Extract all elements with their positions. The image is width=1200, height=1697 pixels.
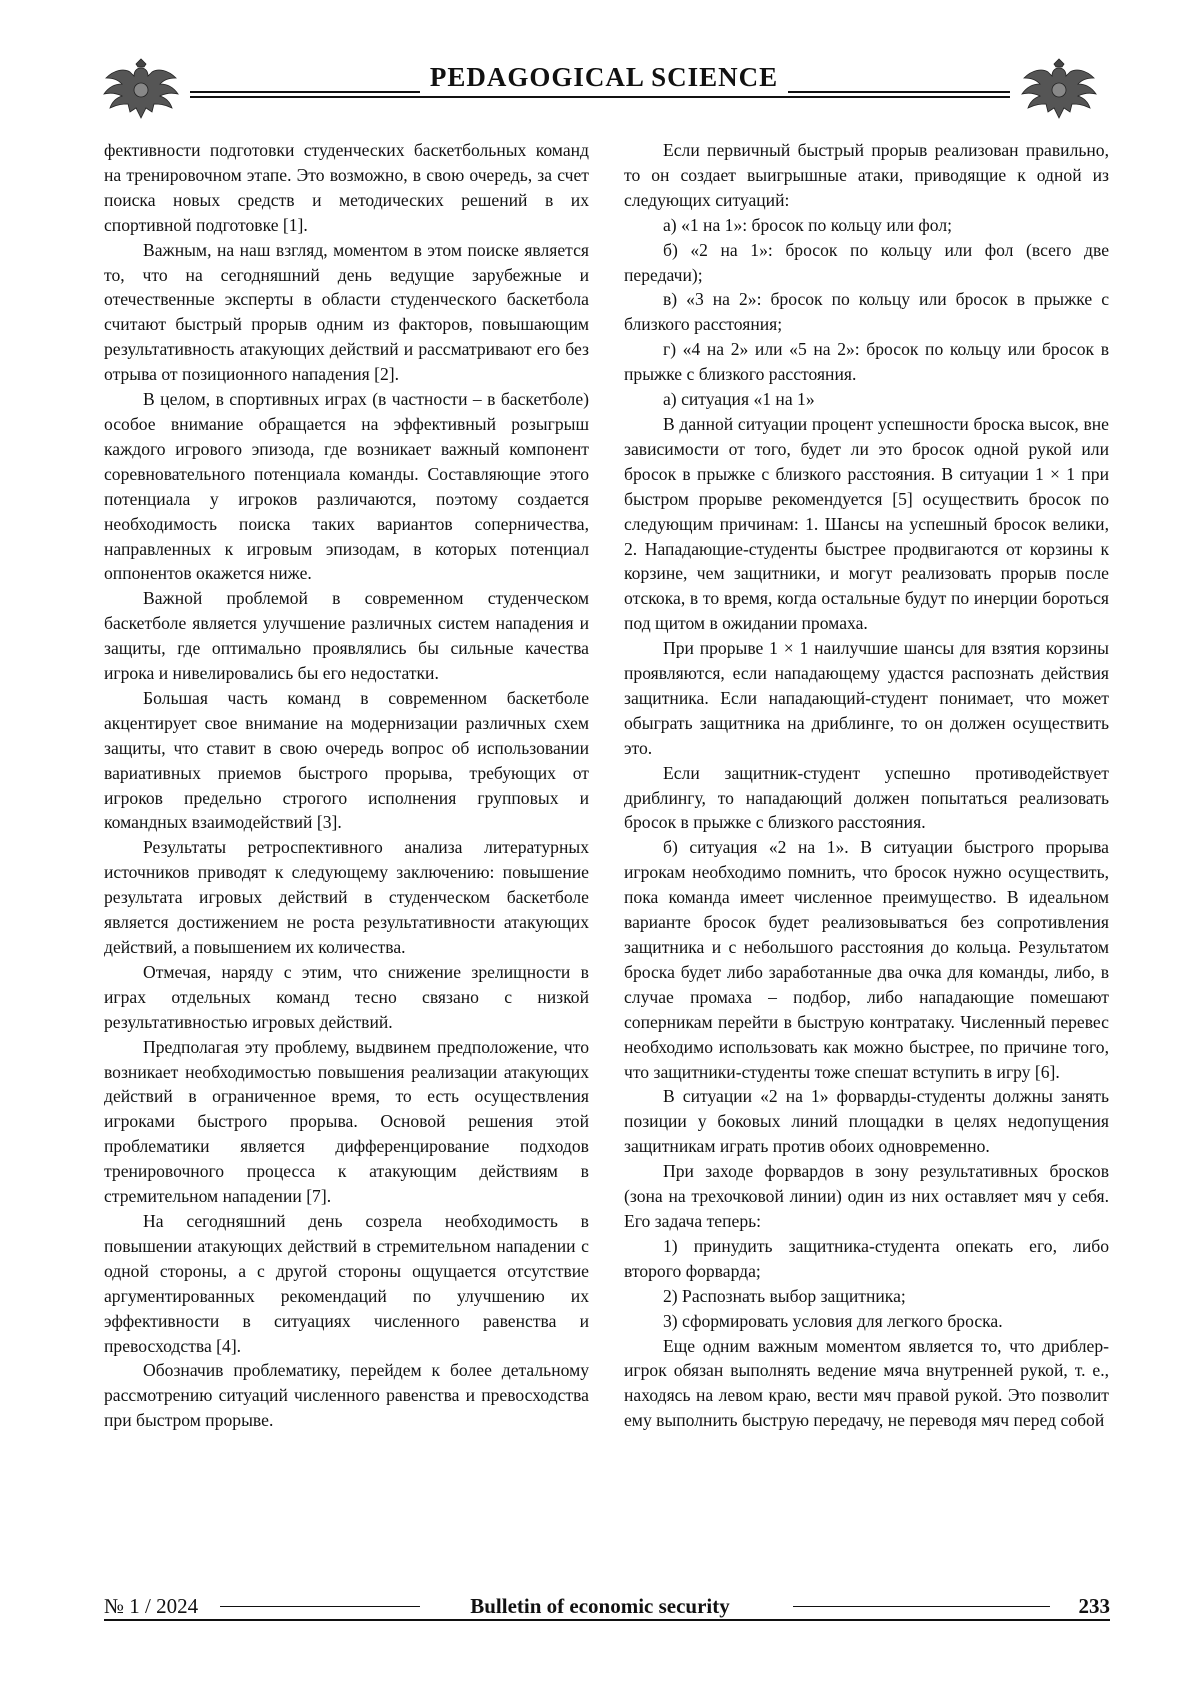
header-rule-left [190, 91, 420, 93]
paragraph: Отмечая, наряду с этим, что снижение зрелищности в играх отдельных команд тесно связано с низкой результативностью игровых действий. [104, 961, 589, 1032]
paragraph: фективности подготовки студенческих баскетбольных команд на тренировочном этапе. Это возможно, в свою очередь, за счет поиска новых средств и методических решений в их спортивной подготовке [1]. [104, 140, 589, 235]
section-title: PEDAGOGICAL SCIENCE [429, 62, 779, 92]
paragraph: Обозначив проблематику, перейдем к более детальному рассмотрению ситуаций численного равенства и превосходства при быстром прорыве. [104, 1360, 589, 1431]
paragraph: Еще одним важным моментом является то, что дриблер-игрок обязан выполнять ведение мяча внутренней рукой, т. е., находясь на левом краю, вести мяч правой рукой. Это позволит ему выполнить быструю передачу, не переводя мяч перед собой [624, 1335, 1109, 1431]
double-headed-eagle-emblem-icon [100, 58, 182, 124]
paragraph: Важным, на наш взгляд, моментом в этом поиске является то, что на сегодняшний день ведущие зарубежные и отечественные эксперты в области студенческого баскетбола считают быстрый прорыв одним из факторов, повышающим результативность атакующих действий и рассматривают его без отрыва от позиционного нападения [2]. [104, 239, 589, 385]
paragraph: В данной ситуации процент успешности броска высок, вне зависимости от того, будет ли это бросок одной рукой или бросок в прыжке с близкого расстояния. В ситуации 1 × 1 при быстром прорыве рекомендуется [5] осуществить бросок по следующим причинам: 1. Шансы на успешный бросок велики, 2. Нападающие-студенты быстрее продвигаются от корзины к корзине, чем защитники, и могут реализовать прорыв после отскока, в то время, когда остальные будут по инерции бороться под щитом в ожидании промаха. [624, 413, 1109, 634]
page-footer [0, 1588, 1200, 1628]
paragraph: При заходе форвардов в зону результативных бросков (зона на трехочковой линии) один из них оставляет мяч у себя. Его задача теперь: [624, 1161, 1109, 1231]
paragraph: Если первичный быстрый прорыв реализован правильно, то он создает выигрышные атаки, приводящие к одной из следующих ситуаций: [624, 140, 1109, 210]
left-column [104, 138, 589, 1433]
list-item: 1) принудить защитника-студента опекать его, либо второго форварда; [624, 1235, 1109, 1281]
footer-rule-left [220, 1606, 420, 1607]
list-item: г) «4 на 2» или «5 на 2»: бросок по кольцу или бросок в прыжке с близкого расстояния. [624, 339, 1109, 385]
paragraph: Большая часть команд в современном баскетболе акцентирует свое внимание на модернизации различных схем защиты, что ставит в свою очередь вопрос об использовании вариативных приемов быстрого прорыва, требующих от игроков предельно строгого исполнения групповых и командных взаимодействий [3]. [104, 687, 589, 833]
page-header [0, 0, 1200, 130]
paragraph: В целом, в спортивных играх (в частности – в баскетболе) особое внимание обращается на эффективный розыгрыш каждого игрового эпизода, где возникает важный компонент соревновательного потенциала команды. Составляющие этого потенциала у игроков различаются, поэтому создается необходимость поиска таких вариантов соперничества, направленных к игровым эпизодам, в которых потенциал оппонентов окажется ниже. [104, 389, 589, 584]
paragraph: Важной проблемой в современном студенческом баскетболе является улучшение различных систем нападения и защиты, где оптимально проявлялись бы сильные качества игрока и нивелировались бы его недостатки. [104, 588, 589, 684]
footer-baseline-rule [104, 1619, 1110, 1621]
list-item: б) «2 на 1»: бросок по кольцу или фол (всего две передачи); [624, 239, 1109, 285]
paragraph: Если защитник-студент успешно противодействует дриблингу, то нападающий должен попытаться реализовать бросок в прыжке с близкого расстояния. [624, 762, 1109, 833]
paragraph: На сегодняшний день созрела необходимость в повышении атакующих действий в стремительном нападении с одной стороны, а с другой стороны ощущается отсутствие аргументированных рекомендаций по улучшению их эффективности в ситуациях численного равенства и превосходства [4]. [104, 1210, 589, 1356]
list-item: 3) сформировать условия для легкого броска. [663, 1310, 1003, 1331]
subheading: а) ситуация «1 на 1» [663, 389, 815, 410]
issue-number: № 1 / 2024 [104, 1594, 199, 1618]
paragraph: Результаты ретроспективного анализа литературных источников приводят к следующему заключению: повышение результата игровых действий в студенческом баскетболе является достижением не роста результативности атакующих действий, а повышением их количества. [104, 837, 589, 957]
paragraph: При прорыве 1 × 1 наилучшие шансы для взятия корзины проявляются, если нападающему удастся распознать действия защитника. Если нападающий-студент понимает, что может обыграть защитника на дриблинге, то он должен осуществить это. [624, 638, 1109, 758]
paragraph: б) ситуация «2 на 1». В ситуации быстрого прорыва игрокам необходимо помнить, что бросок нужно осуществить, пока команда имеет численное преимущество. В идеальном варианте бросок будет реализовываться без сопротивления защитника и с небольшого расстояния до кольца. Результатом броска будет либо заработанные два очка для команды, либо, в случае промаха – подбор, либо нападающие помешают соперникам перейти в быструю контратаку. Численный перевес необходимо использовать как можно быстрее, по причине того, что защитники-студенты тоже спешат вступить в игру [6]. [624, 837, 1109, 1082]
footer-rule-right [793, 1606, 1050, 1607]
page-number: 233 [1078, 1594, 1110, 1618]
right-column [624, 138, 1109, 1433]
header-rule-right [788, 91, 1010, 93]
paragraph: В ситуации «2 на 1» форварды-студенты должны занять позиции у боковых линий площадки в целях недопущения защитникам играть против обоих одновременно. [624, 1086, 1109, 1157]
double-headed-eagle-emblem-icon [1018, 58, 1100, 124]
paragraph: Предполагая эту проблему, выдвинем предположение, что возникает необходимостью повышения реализации атакующих действий в ограниченное время, то есть осуществления игроками быстрого прорыва. Основой решения этой проблематики является дифференцирование подходов тренировочного процесса к атакующим действиям в стремительном нападении [7]. [104, 1036, 589, 1207]
list-item: в) «3 на 2»: бросок по кольцу или бросок в прыжке с близкого расстояния; [624, 289, 1109, 335]
header-rule [190, 96, 1010, 98]
list-item: а) «1 на 1»: бросок по кольцу или фол; [663, 214, 952, 235]
journal-title: Bulletin of economic security [470, 1594, 730, 1618]
list-item: 2) Распознать выбор защитника; [663, 1285, 906, 1306]
